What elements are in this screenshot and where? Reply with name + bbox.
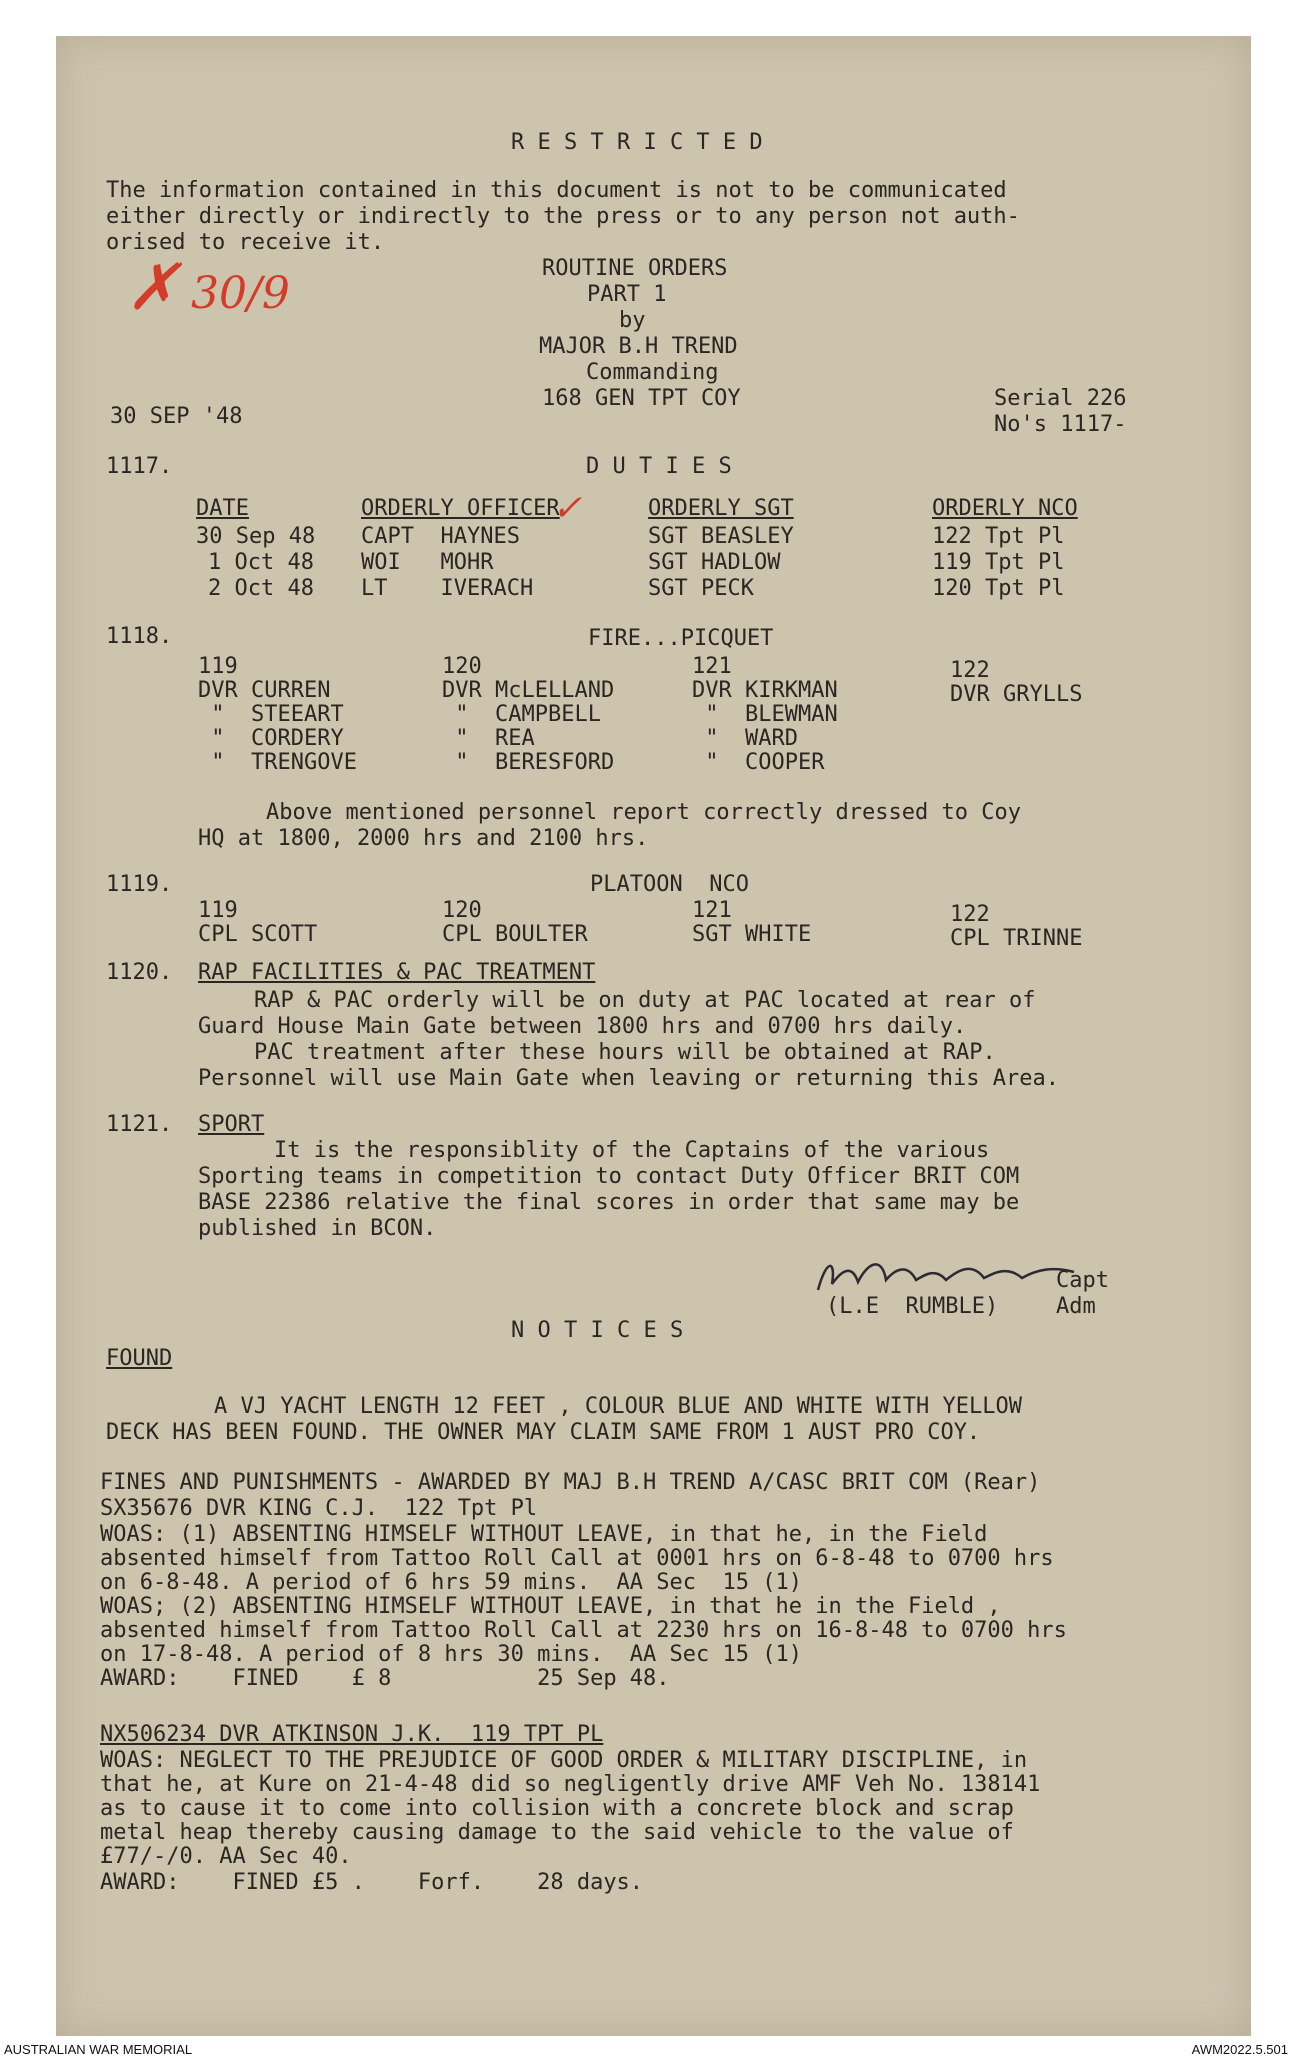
case-1-line-3: on 6-8-48. A period of 6 hrs 59 mins. AA Sec 15 (1) xyxy=(100,1570,802,1595)
restriction-notice-line-1: The information contained in this document is not to be communicated xyxy=(106,178,1007,203)
picquet-120-member-3: " REA xyxy=(442,726,535,751)
document-page xyxy=(56,36,1251,2036)
picquet-platoon-119: 119 xyxy=(198,654,238,679)
signatory-role: Adm xyxy=(1056,1294,1096,1319)
picquet-119-member-4: " TRENGOVE xyxy=(198,750,357,775)
section-number-1117: 1117. xyxy=(106,454,173,479)
title-line-6: 168 GEN TPT COY xyxy=(542,386,741,411)
found-line-1: A VJ YACHT LENGTH 12 FEET , COLOUR BLUE AND WHITE WITH YELLOW xyxy=(214,1394,1022,1419)
picquet-platoon-120: 120 xyxy=(442,654,482,679)
case-1-award: AWARD: FINED £ 8 25 Sep 48. xyxy=(100,1666,670,1691)
rap-line-2: Guard House Main Gate between 1800 hrs and 0700 hrs daily. xyxy=(198,1014,967,1039)
case-1-line-5: absented himself from Tattoo Roll Call at 2230 hrs on 16-8-48 to 0700 hrs xyxy=(100,1618,1067,1643)
nco-119-name: CPL SCOTT xyxy=(198,922,318,947)
platoon-nco-heading: PLATOON NCO xyxy=(590,872,749,897)
picquet-platoon-121: 121 xyxy=(692,654,732,679)
notices-heading: N O T I C E S xyxy=(511,1318,684,1343)
duty-row-2-sgt: SGT HADLOW xyxy=(648,550,781,575)
picquet-120-member-2: " CAMPBELL xyxy=(442,702,601,727)
found-heading: FOUND xyxy=(106,1346,173,1371)
case-1-soldier: SX35676 DVR KING C.J. 122 Tpt Pl xyxy=(100,1496,538,1521)
title-line-3: by xyxy=(619,308,646,333)
sport-line-3: BASE 22386 relative the final scores in order that same may be xyxy=(198,1190,1020,1215)
picquet-119-member-3: " CORDERY xyxy=(198,726,344,751)
picquet-121-member-4: " COOPER xyxy=(692,750,825,775)
duty-row-3-date: 2 Oct 48 xyxy=(208,576,314,601)
picquet-119-member-2: " STEEART xyxy=(198,702,344,727)
sport-line-1: It is the responsiblity of the Captains of the various xyxy=(274,1138,990,1163)
classification-heading: R E S T R I C T E D xyxy=(511,130,763,155)
case-2-line-1: WOAS: NEGLECT TO THE PREJUDICE OF GOOD ORDER & MILITARY DISCIPLINE, in xyxy=(100,1748,1028,1773)
duties-col-officer: ORDERLY OFFICER xyxy=(361,496,560,521)
nco-platoon-119: 119 xyxy=(198,898,238,923)
section-number-1120: 1120. xyxy=(106,960,173,985)
duties-col-sgt: ORDERLY SGT xyxy=(648,496,794,521)
case-2-line-2: that he, at Kure on 21-4-48 did so negligently drive AMF Veh No. 138141 xyxy=(100,1772,1041,1797)
serial-number: Serial 226 xyxy=(994,386,1127,411)
order-numbers: No's 1117- xyxy=(994,412,1127,437)
case-2-award: AWARD: FINED £5 . Forf. 28 days. xyxy=(100,1870,644,1895)
picquet-121-member-3: " WARD xyxy=(692,726,798,751)
archive-credit: AUSTRALIAN WAR MEMORIAL xyxy=(4,2042,193,2057)
signature-rank: Capt xyxy=(1056,1268,1109,1293)
case-2-line-3: as to cause it to come into collision with a concrete block and scrap xyxy=(100,1796,1014,1821)
title-line-1: ROUTINE ORDERS xyxy=(542,256,728,281)
sport-line-4: published in BCON. xyxy=(198,1216,437,1241)
picquet-120-member-4: " BERESFORD xyxy=(442,750,615,775)
red-pencil-mark: ✗ xyxy=(126,251,180,325)
duty-row-2-nco: 119 Tpt Pl xyxy=(932,550,1065,575)
case-1-line-2: absented himself from Tattoo Roll Call at 0001 hrs on 6-8-48 to 0700 hrs xyxy=(100,1546,1054,1571)
case-2-line-5: £77/-/0. AA Sec 40. xyxy=(100,1844,352,1869)
nco-platoon-120: 120 xyxy=(442,898,482,923)
fines-heading: FINES AND PUNISHMENTS - AWARDED BY MAJ B.H TREND A/CASC BRIT COM (Rear) xyxy=(100,1470,1041,1495)
nco-platoon-122: 122 xyxy=(950,902,990,927)
nco-122-name: CPL TRINNE xyxy=(950,926,1083,951)
duties-heading: D U T I E S xyxy=(586,454,732,479)
nco-platoon-121: 121 xyxy=(692,898,732,923)
case-1-line-4: WOAS; (2) ABSENTING HIMSELF WITHOUT LEAVE, in that he in the Field , xyxy=(100,1594,1001,1619)
title-line-2: PART 1 xyxy=(587,282,667,307)
duty-row-1-sgt: SGT BEASLEY xyxy=(648,524,794,549)
nco-120-name: CPL BOULTER xyxy=(442,922,588,947)
document-date: 30 SEP '48 xyxy=(110,404,243,429)
picquet-122-member-1: DVR GRYLLS xyxy=(950,682,1083,707)
duty-row-1-date: 30 Sep 48 xyxy=(196,524,316,549)
signature xyxy=(812,1250,1082,1300)
rap-heading: RAP FACILITIES & PAC TREATMENT xyxy=(198,960,596,985)
duties-col-date: DATE xyxy=(196,496,249,521)
case-2-line-4: metal heap thereby causing damage to the said vehicle to the value of xyxy=(100,1820,1014,1845)
section-number-1121: 1121. xyxy=(106,1112,173,1137)
red-tick-mark: ✓ xyxy=(552,488,583,529)
picquet-121-member-1: DVR KIRKMAN xyxy=(692,678,838,703)
found-line-2: DECK HAS BEEN FOUND. THE OWNER MAY CLAIM SAME FROM 1 AUST PRO COY. xyxy=(106,1420,981,1445)
section-number-1119: 1119. xyxy=(106,872,173,897)
rap-line-1: RAP & PAC orderly will be on duty at PAC located at rear of xyxy=(254,988,1036,1013)
case-1-line-1: WOAS: (1) ABSENTING HIMSELF WITHOUT LEAVE, in that he, in the Field xyxy=(100,1522,988,1547)
picquet-121-member-2: " BLEWMAN xyxy=(692,702,838,727)
duty-row-3-nco: 120 Tpt Pl xyxy=(932,576,1065,601)
duty-row-3-sgt: SGT PECK xyxy=(648,576,754,601)
duty-row-3-officer: LT IVERACH xyxy=(361,576,534,601)
picquet-120-member-1: DVR McLELLAND xyxy=(442,678,615,703)
case-1-line-6: on 17-8-48. A period of 8 hrs 30 mins. AA Sec 15 (1) xyxy=(100,1642,802,1667)
signatory-name: (L.E RUMBLE) xyxy=(826,1294,999,1319)
picquet-119-member-1: DVR CURREN xyxy=(198,678,331,703)
rap-line-3: PAC treatment after these hours will be obtained at RAP. xyxy=(254,1040,996,1065)
case-2-soldier: NX506234 DVR ATKINSON J.K. 119 TPT PL xyxy=(100,1722,604,1747)
duty-row-1-nco: 122 Tpt Pl xyxy=(932,524,1065,549)
sport-heading: SPORT xyxy=(198,1112,265,1137)
title-line-5: Commanding xyxy=(586,360,719,385)
duty-row-1-officer: CAPT HAYNES xyxy=(361,524,520,549)
nco-121-name: SGT WHITE xyxy=(692,922,812,947)
picquet-instruction-line-1: Above mentioned personnel report correctly dressed to Coy xyxy=(266,800,1021,825)
section-number-1118: 1118. xyxy=(106,624,173,649)
picquet-instruction-line-2: HQ at 1800, 2000 hrs and 2100 hrs. xyxy=(198,826,649,851)
fire-picquet-heading: FIRE...PICQUET xyxy=(588,626,774,651)
picquet-platoon-122: 122 xyxy=(950,658,990,683)
red-annotation: 30/9 xyxy=(191,268,290,319)
title-line-4: MAJOR B.H TREND xyxy=(539,334,738,359)
duty-row-2-officer: WOI MOHR xyxy=(361,550,494,575)
rap-line-4: Personnel will use Main Gate when leaving or returning this Area. xyxy=(198,1066,1059,1091)
restriction-notice-line-3: orised to receive it. xyxy=(106,230,385,255)
sport-line-2: Sporting teams in competition to contact Duty Officer BRIT COM xyxy=(198,1164,1020,1189)
archive-reference: AWM2022.5.501 xyxy=(1191,2042,1288,2057)
duties-col-nco: ORDERLY NCO xyxy=(932,496,1078,521)
restriction-notice-line-2: either directly or indirectly to the press or to any person not auth- xyxy=(106,204,1020,229)
duty-row-2-date: 1 Oct 48 xyxy=(208,550,314,575)
